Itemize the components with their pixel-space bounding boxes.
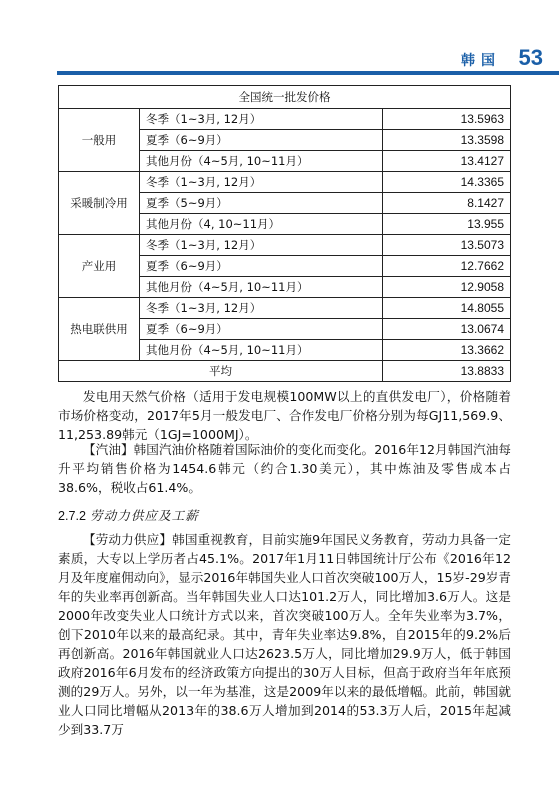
season-cell: 夏季（6~9月） <box>140 256 383 277</box>
price-cell: 13.5963 <box>383 109 511 130</box>
season-cell: 冬季（1~3月, 12月） <box>140 235 383 256</box>
header-country: 韩国 <box>461 53 501 69</box>
season-cell: 冬季（1~3月, 12月） <box>140 109 383 130</box>
table-row <box>59 298 511 319</box>
category-cell: 采暖制冷用 <box>59 172 140 235</box>
table-row <box>59 172 511 193</box>
category-cell: 产业用 <box>59 235 140 298</box>
gasoline-paragraph <box>58 440 511 497</box>
section-title: 劳动力供应及工薪 <box>90 508 199 523</box>
price-cell: 12.7662 <box>383 256 511 277</box>
season-cell: 其他月份（4, 10~11月） <box>140 214 383 235</box>
price-cell: 13.3598 <box>383 130 511 151</box>
table-row <box>59 235 511 256</box>
price-cell: 14.3365 <box>383 172 511 193</box>
price-cell: 13.3662 <box>383 340 511 361</box>
table-header-row <box>59 86 511 109</box>
season-cell: 冬季（1~3月, 12月） <box>140 298 383 319</box>
price-cell: 13.955 <box>383 214 511 235</box>
average-row <box>59 361 511 382</box>
labor-paragraph <box>58 530 511 739</box>
price-cell: 13.5073 <box>383 235 511 256</box>
gas-price-table <box>58 85 511 382</box>
season-cell: 其他月份（4~5月, 10~11月） <box>140 340 383 361</box>
section-heading <box>58 505 199 524</box>
average-label: 平均 <box>59 361 383 382</box>
season-cell: 冬季（1~3月, 12月） <box>140 172 383 193</box>
paragraph-text: 【汽油】韩国汽油价格随着国际油价的变化而变化。2016年12月韩国汽油每升平均销售价格为1454.6韩元（约合1.30美元），其中炼油及零售成本占38.6%，税收占61.4%。 <box>58 442 511 495</box>
category-cell: 一般用 <box>59 109 140 172</box>
season-cell: 夏季（5~9月） <box>140 193 383 214</box>
paragraph-text: 【劳动力供应】韩国重视教育，目前实施9年国民义务教育，劳动力具备一定素质，大专以上学历者占45.1%。2017年1月11日韩国统计厅公布《2016年12月及年度雇佣动向》，显示2016年韩国失业人口首次突破100万人，15岁-29岁青年的失业率再创新高。当年韩国失业人口达101.2万人，同比增加3.6万人。这是2000年改变失业人口统计方式以来，首次突破100万人。全年失业率为3.7%，创下2010年以来的最高纪录。其中，青年失业率达9.8%，自2015年的9.2%后再创新高。2016年韩国就业人口达2623.5万人，同比增加29.9万人，低于韩国政府2016年6月发布的经济政策方向提出的30万人目标，但高于政府当年年底预测的29万人。另外，以一年为基准，这是2009年以来的最低增幅。此前，韩国就业人口同比增幅从2013年的38.6万人增加到2014的53.3万人后，2015年起减少到33.7万 <box>58 532 511 737</box>
season-cell: 夏季（6~9月） <box>140 130 383 151</box>
power-gas-paragraph <box>58 387 511 444</box>
average-value: 13.8833 <box>383 361 511 382</box>
header-rule <box>57 71 559 75</box>
price-cell: 13.4127 <box>383 151 511 172</box>
price-cell: 13.0674 <box>383 319 511 340</box>
page-number: 53 <box>518 45 543 70</box>
season-cell: 其他月份（4~5月, 10~11月） <box>140 151 383 172</box>
paragraph-text: 发电用天然气价格（适用于发电规模100MW以上的直供发电厂），价格随着市场价格变动，2017年5月一般发电厂、合作发电厂价格分别为每GJ11,569.9、11,253.89韩元（1GJ=1000MJ）。 <box>58 389 511 442</box>
season-cell: 其他月份（4~5月, 10~11月） <box>140 277 383 298</box>
price-cell: 12.9058 <box>383 277 511 298</box>
table-row <box>59 109 511 130</box>
category-cell: 热电联供用 <box>59 298 140 361</box>
price-cell: 8.1427 <box>383 193 511 214</box>
price-cell: 14.8055 <box>383 298 511 319</box>
season-cell: 夏季（6~9月） <box>140 319 383 340</box>
section-number: 2.7.2 <box>58 509 87 523</box>
table-title: 全国统一批发价格 <box>59 86 511 109</box>
